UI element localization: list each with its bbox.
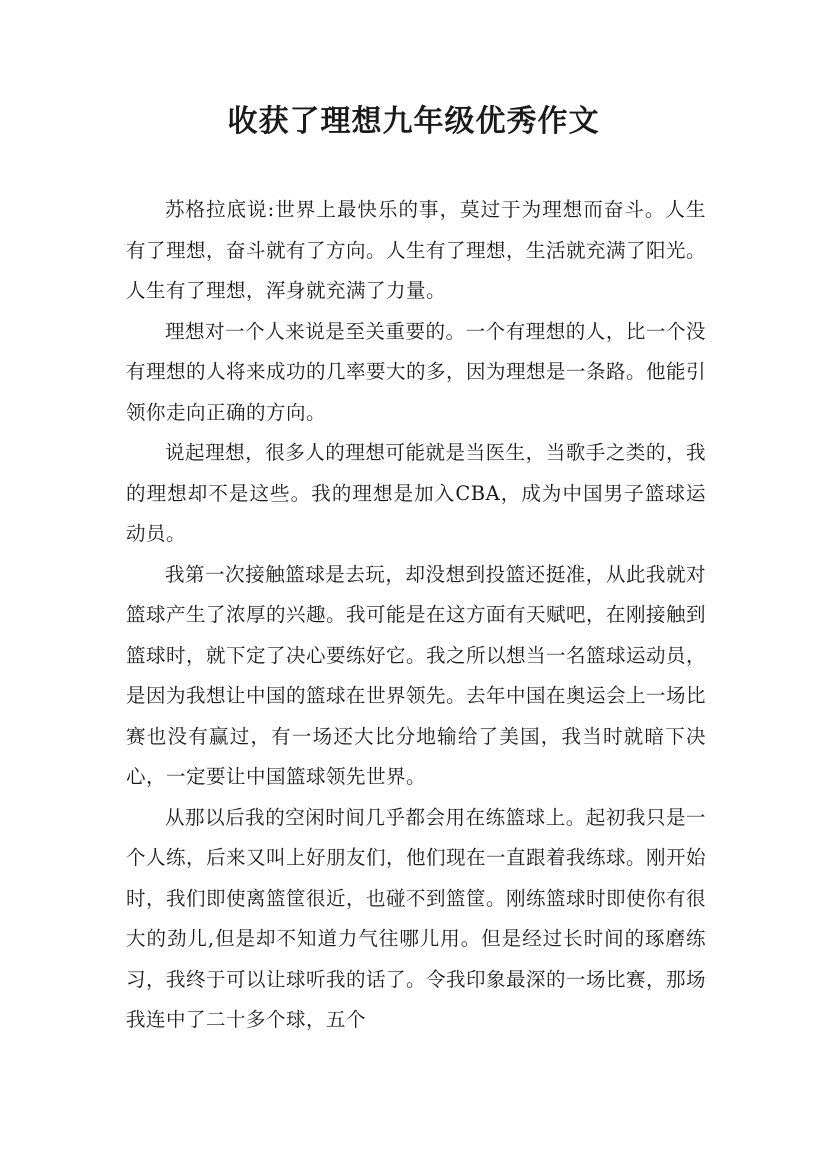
paragraph-3: 说起理想，很多人的理想可能就是当医生，当歌手之类的，我的理想却不是这些。我的理想是加入CBA，成为中国男子篮球运动员。: [126, 441, 706, 545]
document-title: 收获了理想九年级优秀作文: [227, 104, 600, 139]
paragraph-1: 苏格拉底说:世界上最快乐的事，莫过于为理想而奋斗。人生有了理想，奋斗就有了方向。人生有了理想，生活就充满了阳光。人生有了理想，浑身就充满了力量。: [126, 198, 707, 302]
document-body: [126, 190, 706, 1041]
paragraph-2: 理想对一个人来说是至关重要的。一个有理想的人，比一个没有理想的人将来成功的几率要大的多，因为理想是一条路。他能引领你走向正确的方向。: [126, 319, 707, 424]
paragraph-5: 从那以后我的空闲时间几乎都会用在练篮球上。起初我只是一个人练，后来又叫上好朋友们，他们现在一直跟着我练球。刚开始时，我们即使离篮筐很近，也碰不到篮筐。刚练篮球时即使你有很大的劲儿,但是却不知道力气往哪儿用。但是经过长时间的琢磨练习，我终于可以让球听我的话了。令我印象最深的一场比赛，那场我连中了二十多个球，五个: [126, 805, 707, 1031]
paragraph-4: 我第一次接触篮球是去玩，却没想到投篮还挺准，从此我就对篮球产生了浓厚的兴趣。我可能是在这方面有天赋吧，在刚接触到篮球时，就下定了决心要练好它。我之所以想当一名篮球运动员，是因为我想让中国的篮球在世界领先。去年中国在奥运会上一场比赛也没有赢过，有一场还大比分地输给了美国，我当时就暗下决心，一定要让中国篮球领先世界。: [126, 562, 707, 788]
